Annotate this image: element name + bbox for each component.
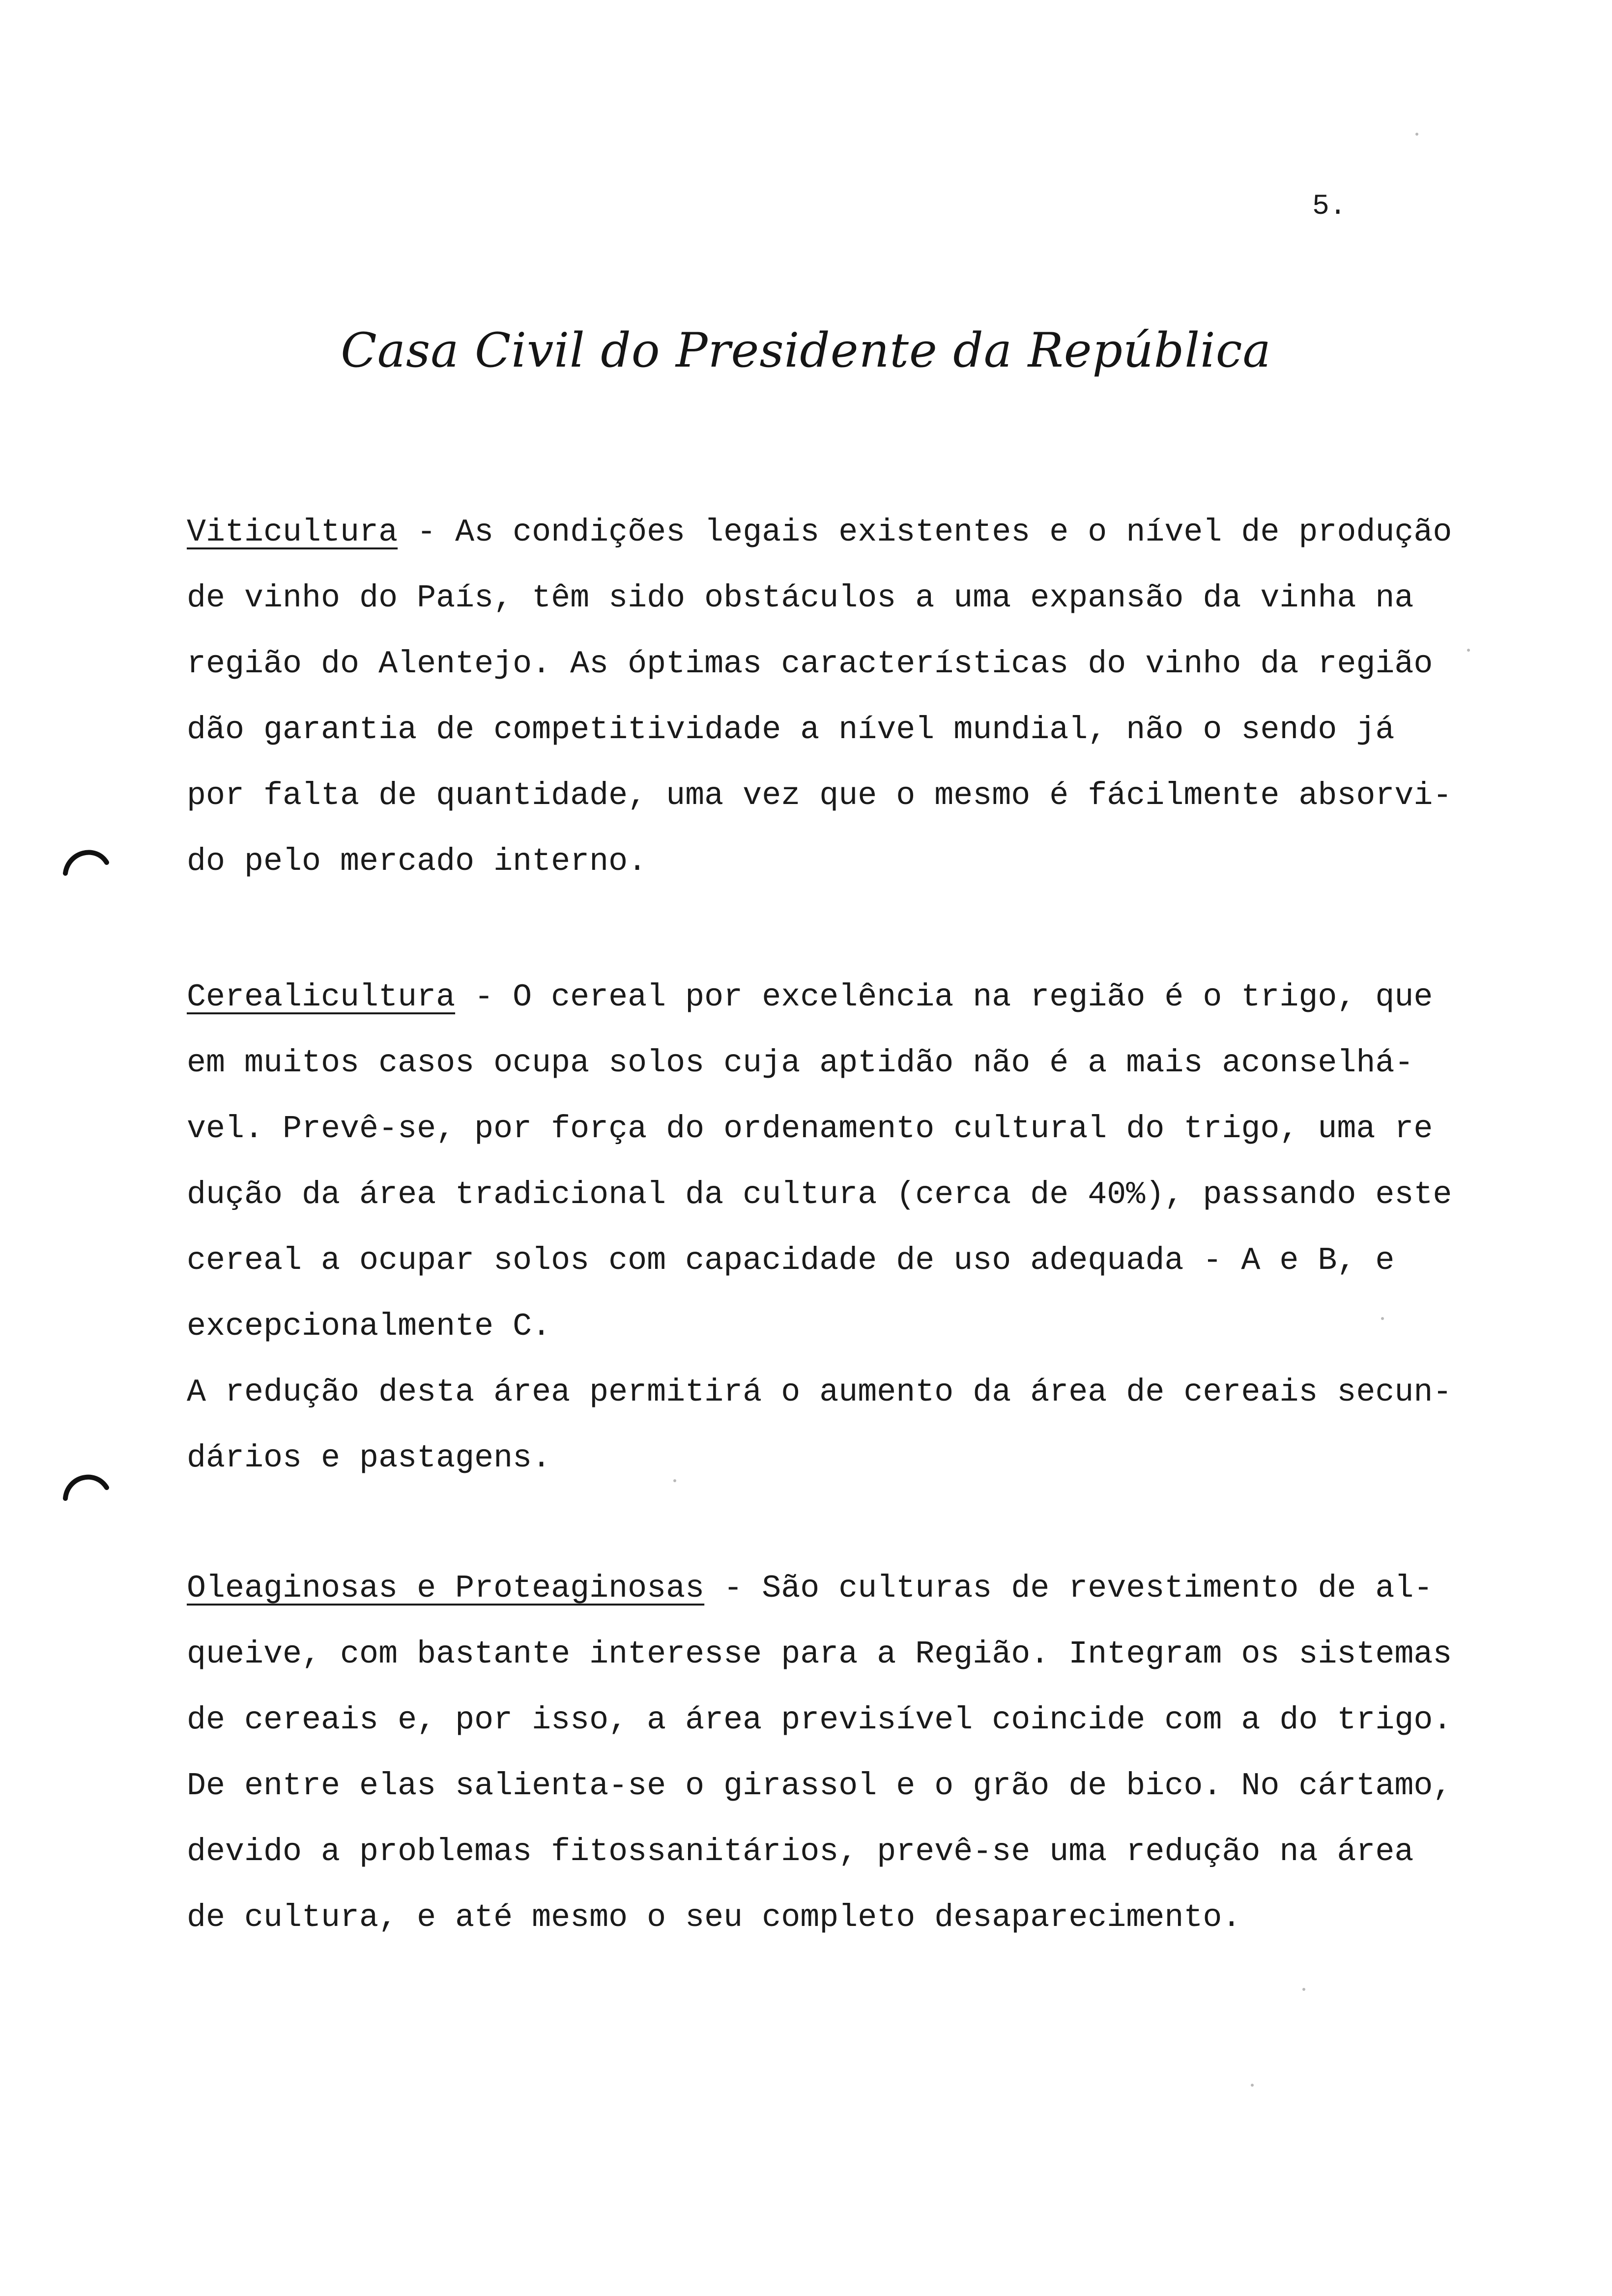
- text-line: A redução desta área permitirá o aumento da área de cereais secun-: [187, 1374, 1452, 1410]
- text-line: devido a problemas fitossanitários, prevê-se uma redução na área: [187, 1834, 1414, 1870]
- text-line: De entre elas salienta-se o girassol e o grão de bico. No cártamo,: [187, 1768, 1452, 1804]
- text-line: excepcionalmente C.: [187, 1308, 551, 1345]
- section-heading: Cerealicultura: [187, 979, 456, 1015]
- text-line: de cultura, e até mesmo o seu completo desaparecimento.: [187, 1899, 1241, 1936]
- punch-hole-mark-icon: [61, 843, 111, 877]
- first-line-text: - As condições legais existentes e o nível de produção: [398, 514, 1452, 550]
- text-line: dão garantia de competitividade a nível mundial, não o sendo já: [187, 712, 1395, 748]
- first-line-text: - O cereal por excelência na região é o trigo, que: [455, 979, 1433, 1015]
- paragraph-first-line: [187, 1555, 1494, 1621]
- paragraph-first-line: [187, 964, 1494, 1030]
- text-line: região do Alentejo. As óptimas características do vinho da região: [187, 646, 1433, 682]
- paragraph-viticultura: [187, 499, 1494, 894]
- punch-hole-mark-icon: [61, 1467, 111, 1501]
- letterhead-title: Casa Civil do Presidente da República: [341, 323, 1271, 378]
- text-line: vel. Prevê-se, por força do ordenamento cultural do trigo, uma re: [187, 1111, 1433, 1147]
- text-line: cereal a ocupar solos com capacidade de uso adequada - A e B, e: [187, 1242, 1395, 1279]
- text-line: do pelo mercado interno.: [187, 843, 647, 880]
- section-heading: Viticultura: [187, 514, 398, 550]
- text-line: dários e pastagens.: [187, 1440, 551, 1476]
- scan-speck: [1251, 2084, 1254, 2087]
- text-line: por falta de quantidade, uma vez que o mesmo é fácilmente absorvi-: [187, 777, 1452, 814]
- section-heading: Oleaginosas e Proteaginosas: [187, 1570, 705, 1607]
- scan-speck: [1381, 1317, 1384, 1320]
- paragraph-first-line: [187, 499, 1494, 565]
- text-line: de cereais e, por isso, a área previsível coincide com a do trigo.: [187, 1702, 1452, 1738]
- page-number: 5.: [1312, 191, 1347, 223]
- text-line: de vinho do País, têm sido obstáculos a uma expansão da vinha na: [187, 580, 1414, 616]
- paragraph-oleaginosas: [187, 1555, 1494, 1951]
- text-line: em muitos casos ocupa solos cuja aptidão não é a mais aconselhá-: [187, 1045, 1414, 1081]
- text-line: queive, com bastante interesse para a Região. Integram os sistemas: [187, 1636, 1452, 1672]
- first-line-text: - São culturas de revestimento de al-: [704, 1570, 1433, 1607]
- paragraph-cerealicultura: [187, 964, 1494, 1491]
- scan-speck: [673, 1479, 676, 1482]
- text-line: dução da área tradicional da cultura (cerca de 40%), passando este: [187, 1177, 1452, 1213]
- scan-speck: [1415, 133, 1418, 136]
- scan-speck: [1302, 1988, 1305, 1991]
- scan-speck: [1467, 649, 1470, 652]
